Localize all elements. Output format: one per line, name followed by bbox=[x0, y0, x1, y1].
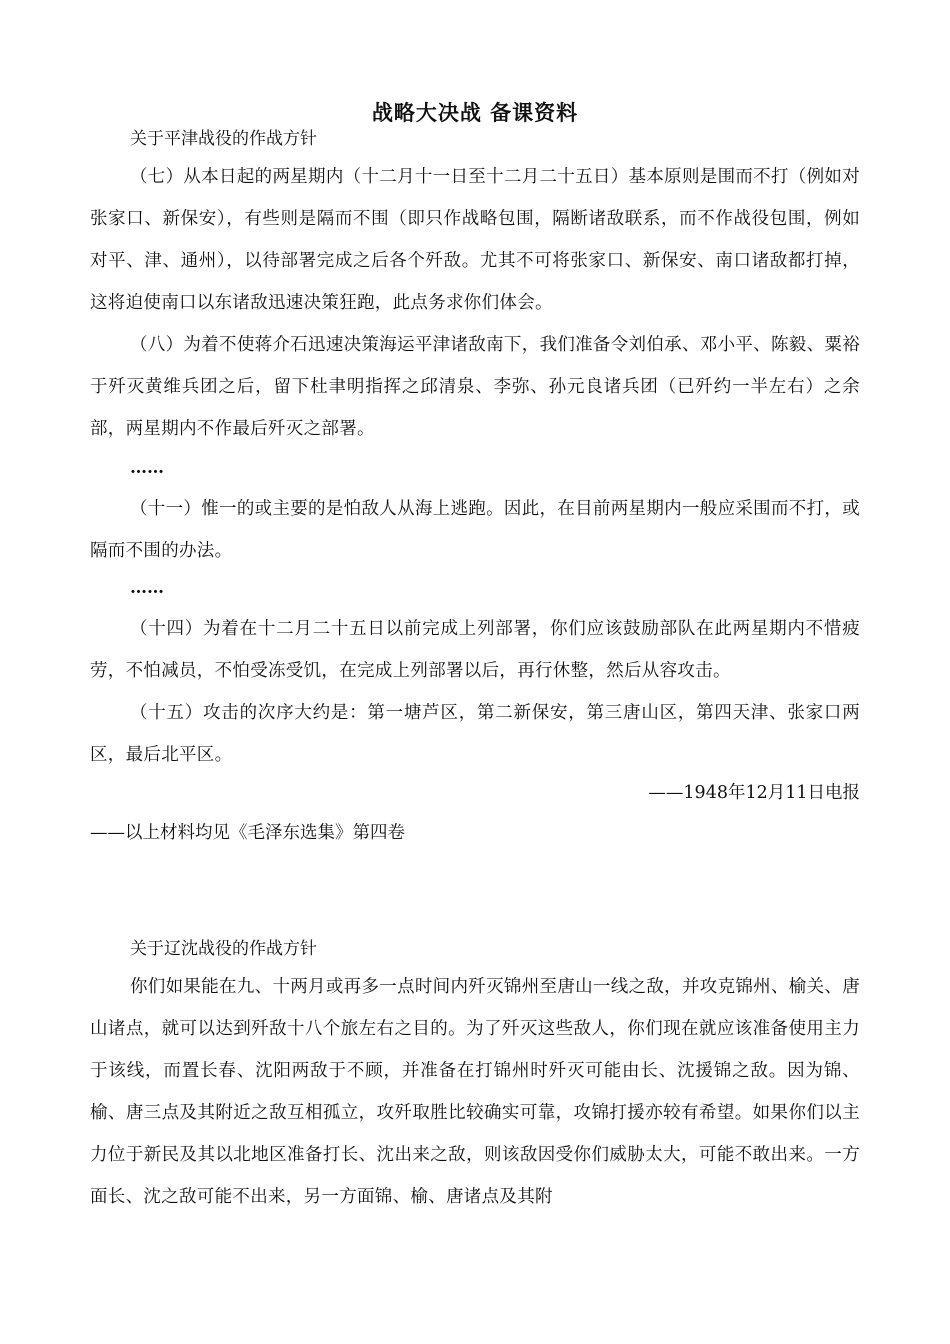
document-title: 战略大决战 备课资料 bbox=[371, 101, 579, 125]
paragraph-11: （十一）惟一的或主要的是怕敌人从海上逃跑。因此，在目前两星期内一般应采围而不打，或隔而不围的办法。 bbox=[90, 499, 860, 561]
section-heading-pingjin: 关于平津战役的作战方针 bbox=[130, 129, 317, 149]
telegram-date-signature: ——1948年12月11日电报 bbox=[648, 783, 860, 803]
paragraph-liaoshen: 你们如果能在九、十两月或再多一点时间内歼灭锦州至唐山一线之敌，并攻克锦州、榆关、唐山诸点，就可以达到歼敌十八个旅左右之目的。为了歼灭这些敌人，你们现在就应该准备使用主力于该线，而置长春、沈阳两敌于不顾，并准备在打锦州时歼灭可能由长、沈援锦之敌。因为锦、榆、唐三点及其附近之敌互相孤立，攻歼取胜比较确实可靠，攻锦打援亦较有希望。如果你们以主力位于新民及其以北地区准备打长、沈出来之敌，则该敌因受你们威胁太大，可能不敢出来。一方面长、沈之敌可能不出来，另一方面锦、榆、唐诸点及其附 bbox=[90, 977, 860, 1207]
paragraph-14: （十四）为着在十二月二十五日以前完成上列部署，你们应该鼓励部队在此两星期内不惜疲劳，不怕减员，不怕受冻受饥，在完成上列部署以后，再行休整，然后从容攻击。 bbox=[90, 619, 860, 681]
ellipsis-1: …… bbox=[130, 458, 164, 478]
source-note: ——以上材料均见《毛泽东选集》第四卷 bbox=[90, 823, 405, 843]
paragraph-7: （七）从本日起的两星期内（十二月十一日至十二月二十五日）基本原则是围而不打（例如对张家口、新保安），有些则是隔而不围（即只作战略包围，隔断诸敌联系，而不作战役包围，例如对平、津、通州），以待部署完成之后各个歼敌。尤其不可将张家口、新保安、南口诸敌都打掉，这将迫使南口以东诸敌迅速决策狂跑，此点务求你们体会。 bbox=[90, 167, 860, 313]
section-heading-liaoshen: 关于辽沈战役的作战方针 bbox=[130, 939, 317, 959]
paragraph-8: （八）为着不使蒋介石迅速决策海运平津诸敌南下，我们准备令刘伯承、邓小平、陈毅、粟裕于歼灭黄维兵团之后，留下杜聿明指挥之邱清泉、李弥、孙元良诸兵团（已歼约一半左右）之余部，两星期内不作最后歼灭之部署。 bbox=[90, 335, 860, 439]
paragraph-15: （十五）攻击的次序大约是：第一塘芦区，第二新保安，第三唐山区，第四天津、张家口两区，最后北平区。 bbox=[90, 703, 860, 765]
ellipsis-2: …… bbox=[130, 578, 164, 598]
